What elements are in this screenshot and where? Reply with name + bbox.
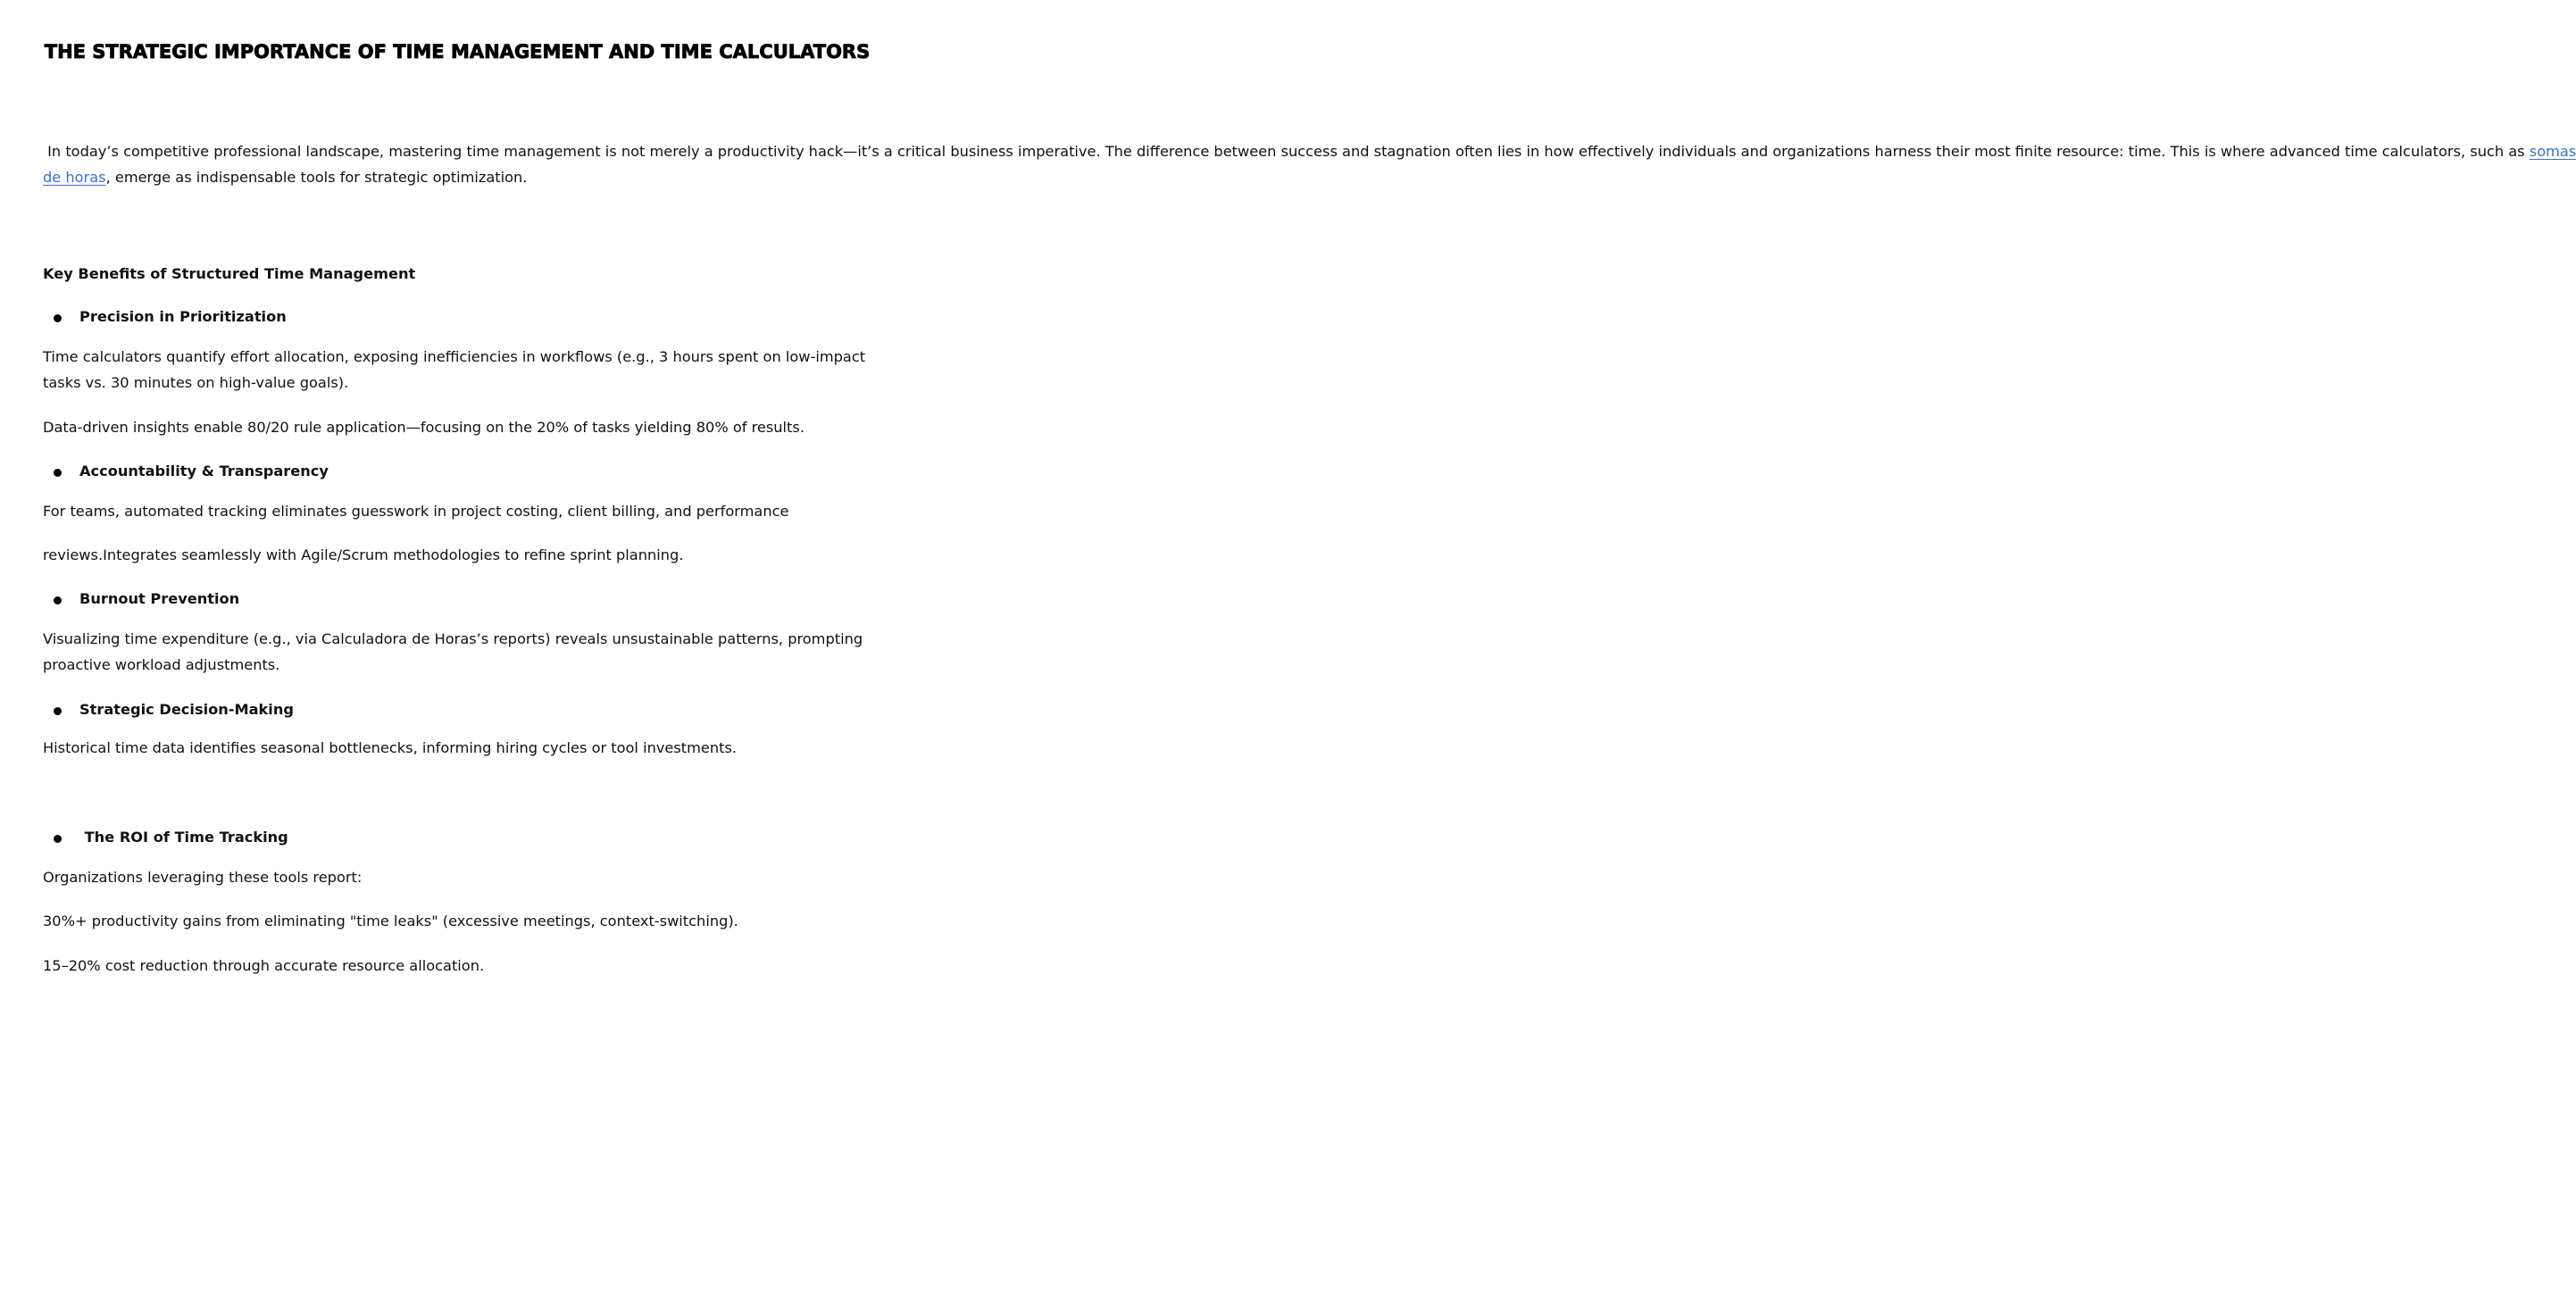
page-title: THE STRATEGIC IMPORTANCE OF TIME MANAGEMENT AND TIME CALCULATORS <box>44 41 871 63</box>
intro-text-end: , emerge as indispensable tools for strategic optimization. <box>105 168 528 186</box>
intro-text-start: In today’s competitive professional landscape, mastering time management is not merely a productivity hack—it’s a critical business imperative. The difference between success and stagnation often lies in how effectively individuals and organizations harness their most finite resource: time. This is where advanced time calculators, such as <box>43 143 2530 160</box>
bullet-dot-icon <box>54 469 62 477</box>
roi-paragraph-3: 15–20% cost reduction through accurate resource allocation. <box>43 957 485 974</box>
bullet-dot-icon <box>54 707 62 715</box>
bullet-decision-label: Strategic Decision-Making <box>79 701 294 718</box>
bullet-burnout <box>54 589 239 609</box>
bullet-roi-label: The ROI of Time Tracking <box>79 829 288 846</box>
bullet-burnout-label: Burnout Prevention <box>79 590 240 607</box>
bullet-prioritization-label: Precision in Prioritization <box>79 308 287 325</box>
bullet-decision <box>54 700 294 720</box>
bullet-accountability <box>54 462 329 481</box>
burnout-paragraph: Visualizing time expenditure (e.g., via Calculadora de Horas’s reports) reveals unsustainable patterns, prompting proactive workload adjustments. <box>43 630 863 673</box>
bullet-dot-icon <box>54 596 62 604</box>
somas-de-horas-link[interactable]: somas de horas <box>43 143 2576 186</box>
bullet-roi <box>54 828 288 847</box>
intro-paragraph <box>43 139 2576 190</box>
bullet-prioritization <box>54 307 287 327</box>
bullet-dot-icon <box>54 314 62 322</box>
prioritization-paragraph-2: Data-driven insights enable 80/20 rule application—focusing on the 20% of tasks yielding 80% of results. <box>43 419 804 436</box>
accountability-paragraph-1: For teams, automated tracking eliminates guesswork in project costing, client billing, and performance <box>43 503 789 520</box>
accountability-paragraph-2: reviews.Integrates seamlessly with Agile/Scrum methodologies to refine sprint planning. <box>43 546 684 563</box>
prioritization-paragraph-1: Time calculators quantify effort allocation, exposing inefficiencies in workflows (e.g., 3 hours spent on low-impact tasks vs. 30 minutes on high-value goals). <box>43 348 866 391</box>
roi-paragraph-2: 30%+ productivity gains from eliminating "time leaks" (excessive meetings, context-switching). <box>43 913 738 929</box>
key-benefits-heading: Key Benefits of Structured Time Management <box>43 265 416 282</box>
bullet-accountability-label: Accountability & Transparency <box>79 463 329 479</box>
roi-paragraph-1: Organizations leveraging these tools report: <box>43 869 363 886</box>
decision-paragraph: Historical time data identifies seasonal bottlenecks, informing hiring cycles or tool investments. <box>43 739 738 756</box>
bullet-dot-icon <box>54 835 62 843</box>
